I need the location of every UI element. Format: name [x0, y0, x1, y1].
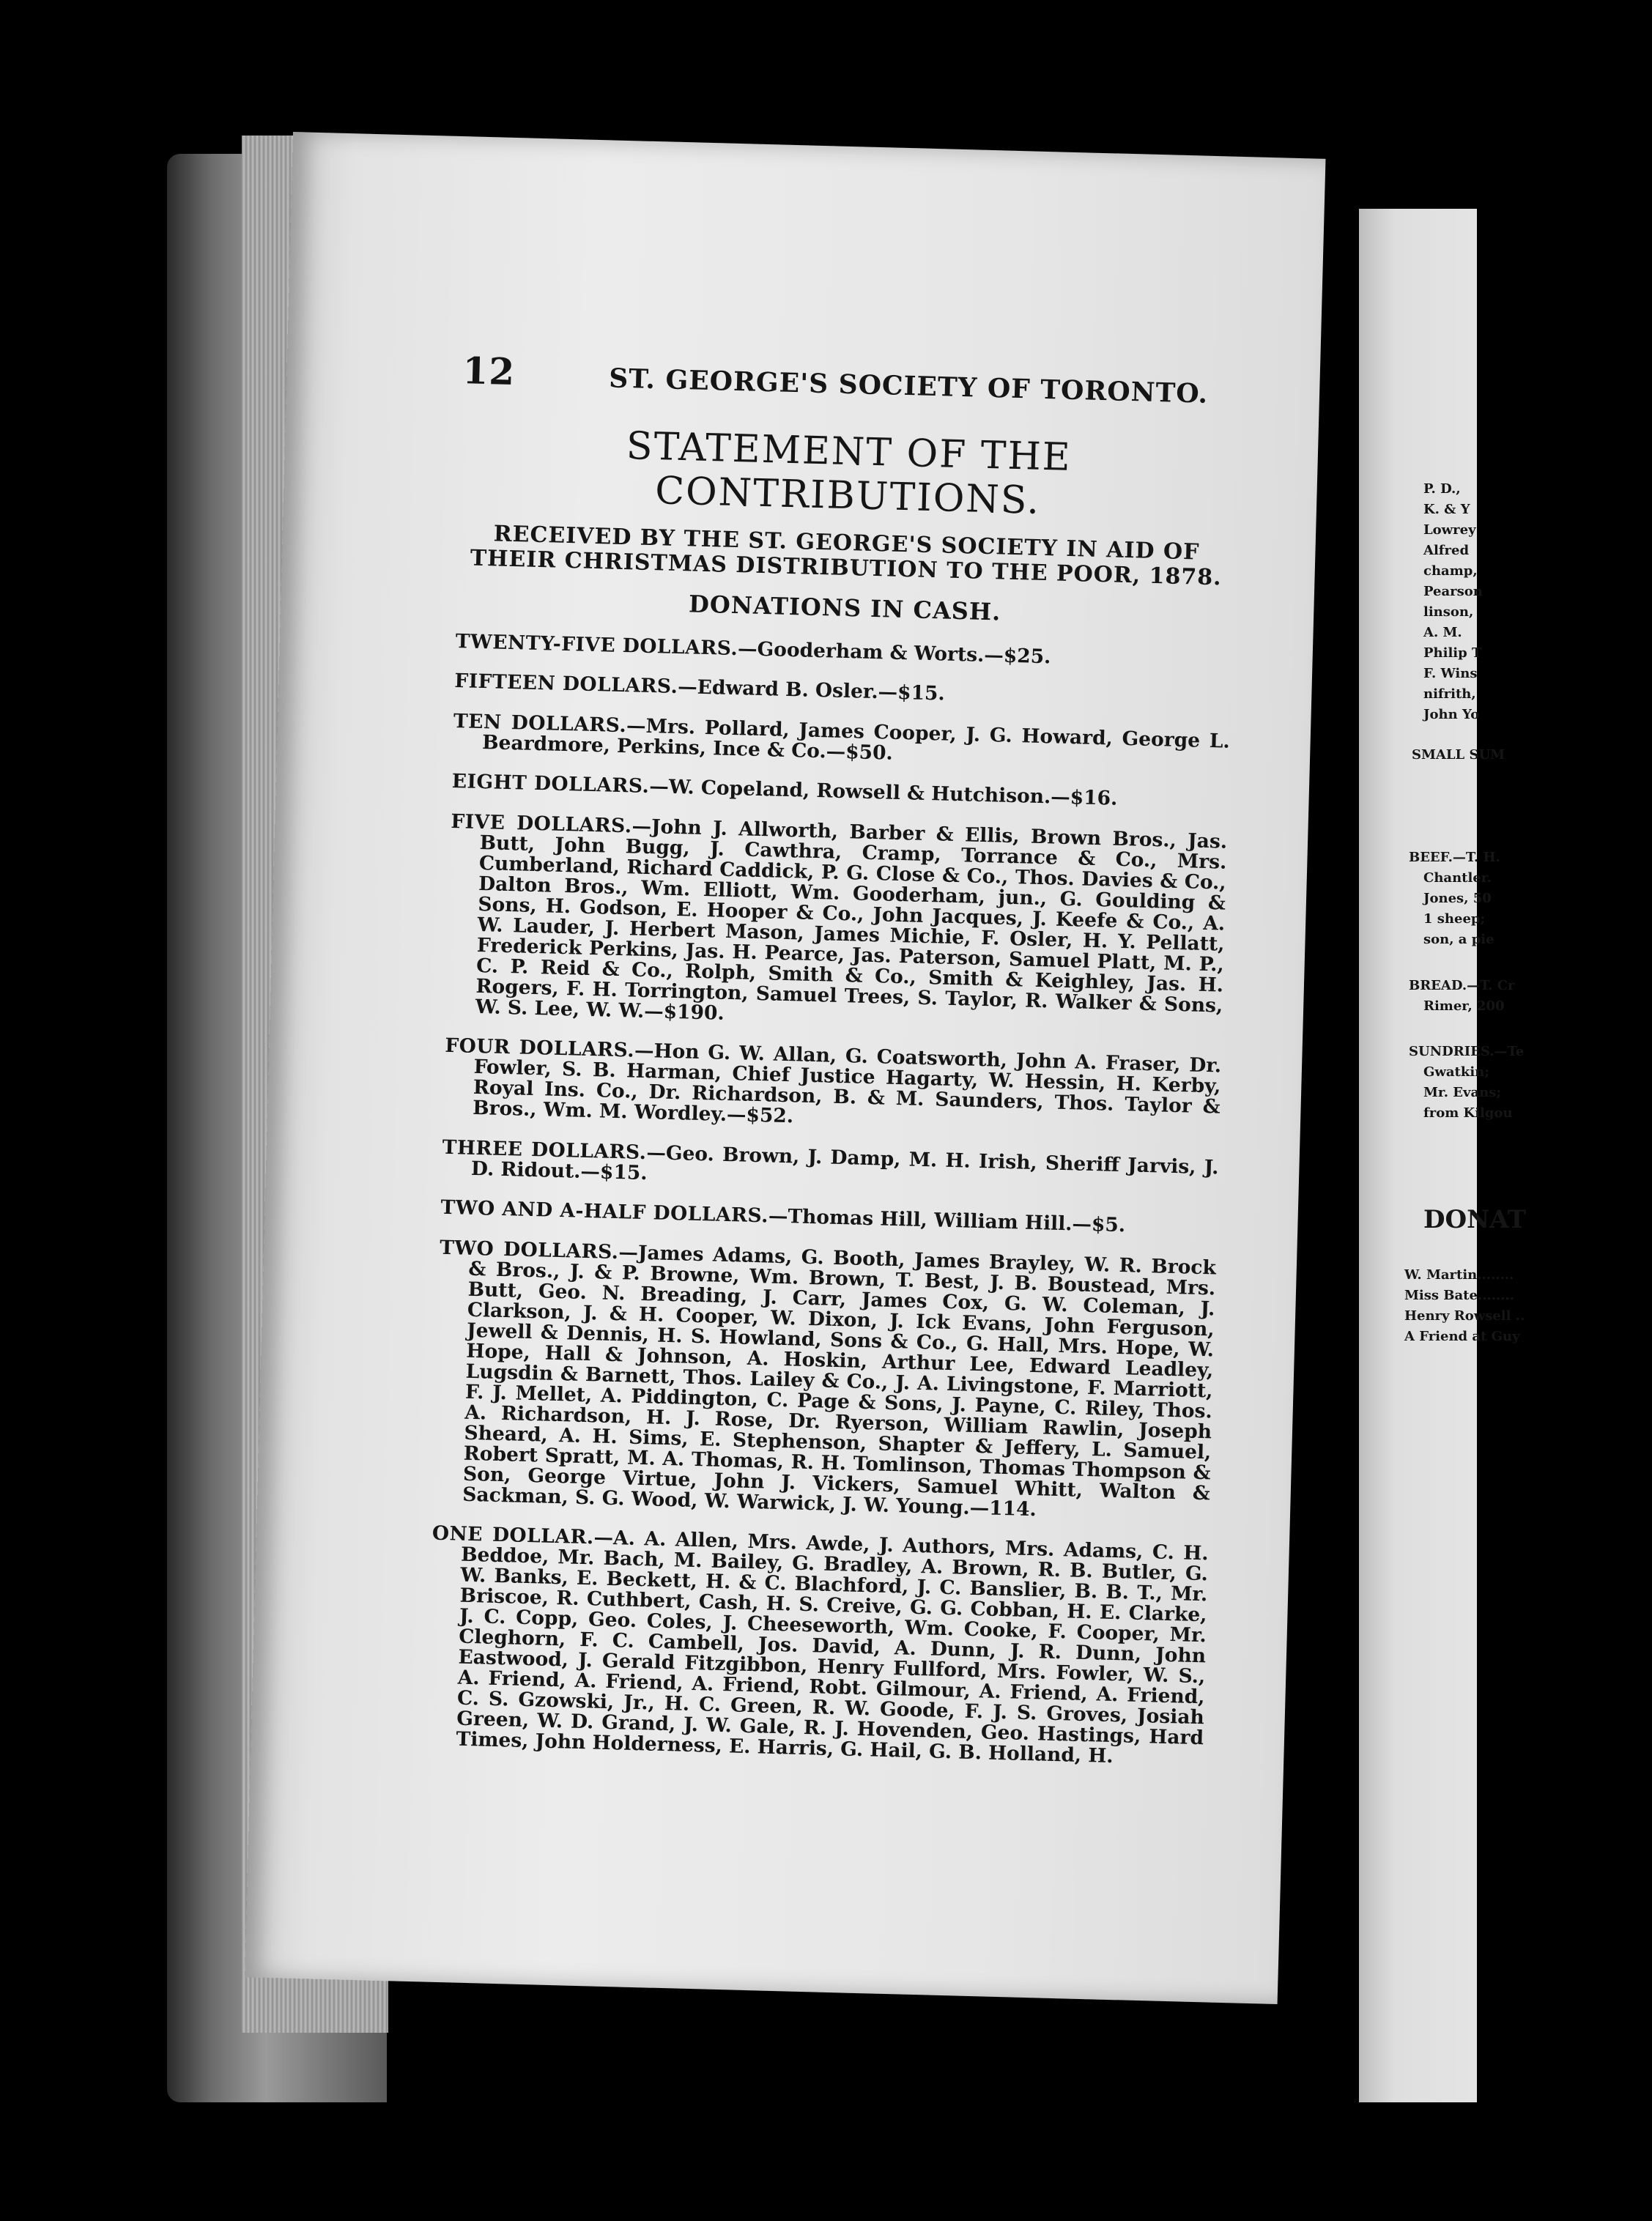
- donation-amount: EIGHT DOLLARS.: [451, 769, 650, 798]
- page-number: 12: [462, 349, 516, 394]
- donation-entry: [442, 1137, 1219, 1198]
- running-title: ST. GEORGE'S SOCIETY OF TORONTO.: [608, 363, 1209, 409]
- right-line: F. Wins: [1423, 666, 1478, 681]
- donation-names: —Hon G. W. Allan, G. Coatsworth, John A. Fraser, Dr. Fowler, S. B. Harman, Chief Justice Hagarty, W. Hessin, H. Kerby, Royal Ins. Co., Dr. Richardson, B. & M. Saunders, Thos. Taylor & Bros., Wm. M. Wordley.—$52.: [472, 1039, 1222, 1128]
- donation-amount: ONE DOLLAR.: [431, 1521, 595, 1549]
- donation-entry: [443, 1036, 1222, 1138]
- right-line: BREAD.—T. Cr: [1409, 978, 1515, 993]
- right-page-fragment: [1359, 209, 1527, 2102]
- donation-entry: [454, 671, 1231, 712]
- right-line: champ,: [1423, 563, 1478, 579]
- section-title: DONATIONS IN CASH.: [688, 590, 1001, 626]
- right-line: BEEF.—T. H.: [1409, 850, 1500, 865]
- donation-entry: [433, 1237, 1216, 1524]
- right-line: nifrith,: [1423, 686, 1476, 702]
- right-line: K. & Y: [1423, 502, 1470, 517]
- donation-entry: [451, 771, 1228, 812]
- donation-names: —John J. Allworth, Barber & Ellis, Brown Bros., Jas. Butt, John Bugg, J. Cawthra, Cramp, Torrance & Co., Mrs. Cumberland, Richard Caddick, P. G. Close & Co., Thos. Davies & Co., Dalton Bros., Wm. Elliott, Wm. Gooderham, jun., G. Goulding & Sons, H. Godson, E. Hooper & Co., John Jacques, J. Keefe & Co., A. W. Lauder, J. Herbert Mason, James Michie, F. Osler, H. Y. Pellatt, Frederick Perkins, Jas. H. Pearce, Jas. Paterson, Samuel Platt, M. P., C. P. Reid & Co., Rolph, Smith & Co., Smith & Keighley, Jas. H. Rogers, F. H. Torrington, Samuel Trees, S. Taylor, R. Walker & Sons, W. S. Lee, W. W.—$190.: [475, 814, 1228, 1025]
- right-line: Pearson: [1423, 584, 1483, 599]
- right-line: DONAT: [1423, 1205, 1527, 1234]
- donation-names: —W. Copeland, Rowsell & Hutchison.—$16.: [648, 775, 1118, 810]
- donation-amount: FOUR DOLLARS.: [445, 1034, 635, 1062]
- donation-amount: THREE DOLLARS.: [442, 1135, 647, 1164]
- donation-names: —A. A. Allen, Mrs. Awde, J. Authors, Mrs. Adams, C. H. Beddoe, Mr. Bach, M. Bailey, G. Bradley, A. Brown, R. B. Butler, G. W. Banks, E. Beckett, H. & C. Blachford, J. C. Banslier, B. B. T., Mr. Briscoe, R. Cuthbert, Cash, H. S. Creive, G. G. Cobban, H. E. Clarke, J. C. Copp, Geo. Coles, J. Cheeseworth, Wm. Cooke, F. Cooper, Mr. Cleghorn, F. C. Cambell, Jos. David, A. Dunn, J. R. Dunn, John Eastwood, J. Gerald Fitzgibbon, Henry Fullford, Mrs. Fowler, W. S., A. Friend, A. Friend, A. Friend, Robt. Gilmour, A. Friend, A. Friend, C. S. Gzowski, Jr., H. C. Green, R. W. Goode, F. J. S. Groves, Josiah Green, W. D. Grand, J. W. Gale, R. J. Hovenden, Geo. Hastings, Hard Times, John Holderness, E. Harris, G. Hail, G. B. Holland, H.: [456, 1526, 1210, 1768]
- donation-amount: FIVE DOLLARS.: [451, 809, 632, 837]
- right-line: Henry Rowsell ..: [1404, 1308, 1525, 1324]
- donation-names: —Geo. Brown, J. Damp, M. H. Irish, Sheriff Jarvis, J. D. Ridout.—$15.: [470, 1141, 1219, 1184]
- right-line: A. M.: [1423, 625, 1462, 640]
- page-subtitle: RECEIVED BY THE ST. GEORGE'S SOCIETY IN AID OF THEIR CHRISTMAS DISTRIBUTION TO THE POOR, 1878.: [470, 521, 1222, 591]
- donation-names: —Gooderham & Worts.—$25.: [737, 637, 1051, 668]
- right-line: Lowrey: [1423, 522, 1476, 538]
- page-content: [426, 349, 1240, 1772]
- donation-amount: TWENTY-FIVE DOLLARS.: [455, 629, 738, 660]
- right-line: linson,: [1423, 604, 1474, 620]
- donation-list: [426, 631, 1232, 1770]
- donation-names: —Mrs. Pollard, James Cooper, J. G. Howard, George L. Beardmore, Perkins, Ince & Co.—$50.: [481, 713, 1231, 765]
- right-line: Miss Bate........: [1404, 1288, 1515, 1303]
- page-header: [462, 349, 1240, 412]
- right-line: Philip T: [1423, 645, 1482, 661]
- donation-entry: [426, 1521, 1210, 1770]
- right-line: Rimer, 200: [1423, 998, 1505, 1014]
- right-line: SMALL SUM: [1412, 747, 1505, 763]
- right-line: Alfred: [1423, 543, 1470, 558]
- donation-entry: [440, 1195, 1217, 1239]
- donation-entry: [453, 711, 1230, 773]
- right-line: W. Martin........: [1404, 1267, 1514, 1283]
- donation-amount: TEN DOLLARS.: [453, 709, 627, 737]
- donation-amount: TWO DOLLARS.: [439, 1236, 619, 1264]
- donation-entry: [445, 811, 1227, 1037]
- right-line: Chantler.: [1423, 870, 1492, 886]
- donation-amount: TWO AND A-HALF DOLLARS.: [440, 1195, 769, 1228]
- right-line: Mr. Evans;: [1423, 1085, 1501, 1100]
- donation-names: —Thomas Hill, William Hill.—$5.: [768, 1204, 1126, 1237]
- right-line: 1 sheep;: [1423, 911, 1486, 927]
- right-line: A Friend at Guy: [1404, 1329, 1520, 1344]
- donation-amount: FIFTEEN DOLLARS.: [454, 670, 678, 699]
- donation-names: —Edward B. Osler.—$15.: [677, 675, 946, 705]
- right-line: Gwatkin;: [1423, 1064, 1489, 1080]
- right-line: John Yo: [1423, 707, 1480, 722]
- left-page: [245, 132, 1325, 2004]
- right-line: Jones, 50: [1423, 891, 1492, 906]
- right-line: son, a pie: [1423, 932, 1494, 947]
- right-line: P. D.,: [1423, 481, 1461, 497]
- right-line: SUNDRIES.—Te: [1409, 1044, 1525, 1059]
- page-title: STATEMENT OF THE CONTRIBUTIONS.: [626, 424, 1073, 523]
- donation-names: —James Adams, G. Booth, James Brayley, W. R. Brock & Bros., J. & P. Browne, Wm. Brown, T. Best, J. B. Boustead, Mrs. Butt, Geo. N. Breading, J. Carr, James Cox, G. W. Coleman, J. Clarkson, J. & H. Cooper, W. Dixon, J. Ick Evans, John Ferguson, Jewell & Dennis, H. S. Howland, Sons & Co., G. Hall, Mrs. Hope, W. Hope, Hall & Johnson, A. Hoskin, Arthur Lee, Edward Leadley, Lugsdin & Barnett, Thos. Lailey & Co., J. A. Livingstone, F. Marriott, F. J. Mellet, A. Piddington, C. Page & Sons, J. Payne, C. Riley, Thos. A. Richardson, H. J. Rose, Dr. Ryerson, William Rawlin, Joseph Sheard, A. H. Sims, E. Stephenson, Shapter & Jeffery, L. Samuel, Robert Spratt, M. A. Thomas, R. H. Tomlinson, Thomas Thompson & Son, George Virtue, John J. Vickers, Samuel Whitt, Walton & Sackman, S. G. Wood, W. Warwick, J. W. Young.—114.: [462, 1240, 1217, 1521]
- donation-entry: [456, 631, 1232, 672]
- right-line: from Kilgou: [1423, 1105, 1513, 1121]
